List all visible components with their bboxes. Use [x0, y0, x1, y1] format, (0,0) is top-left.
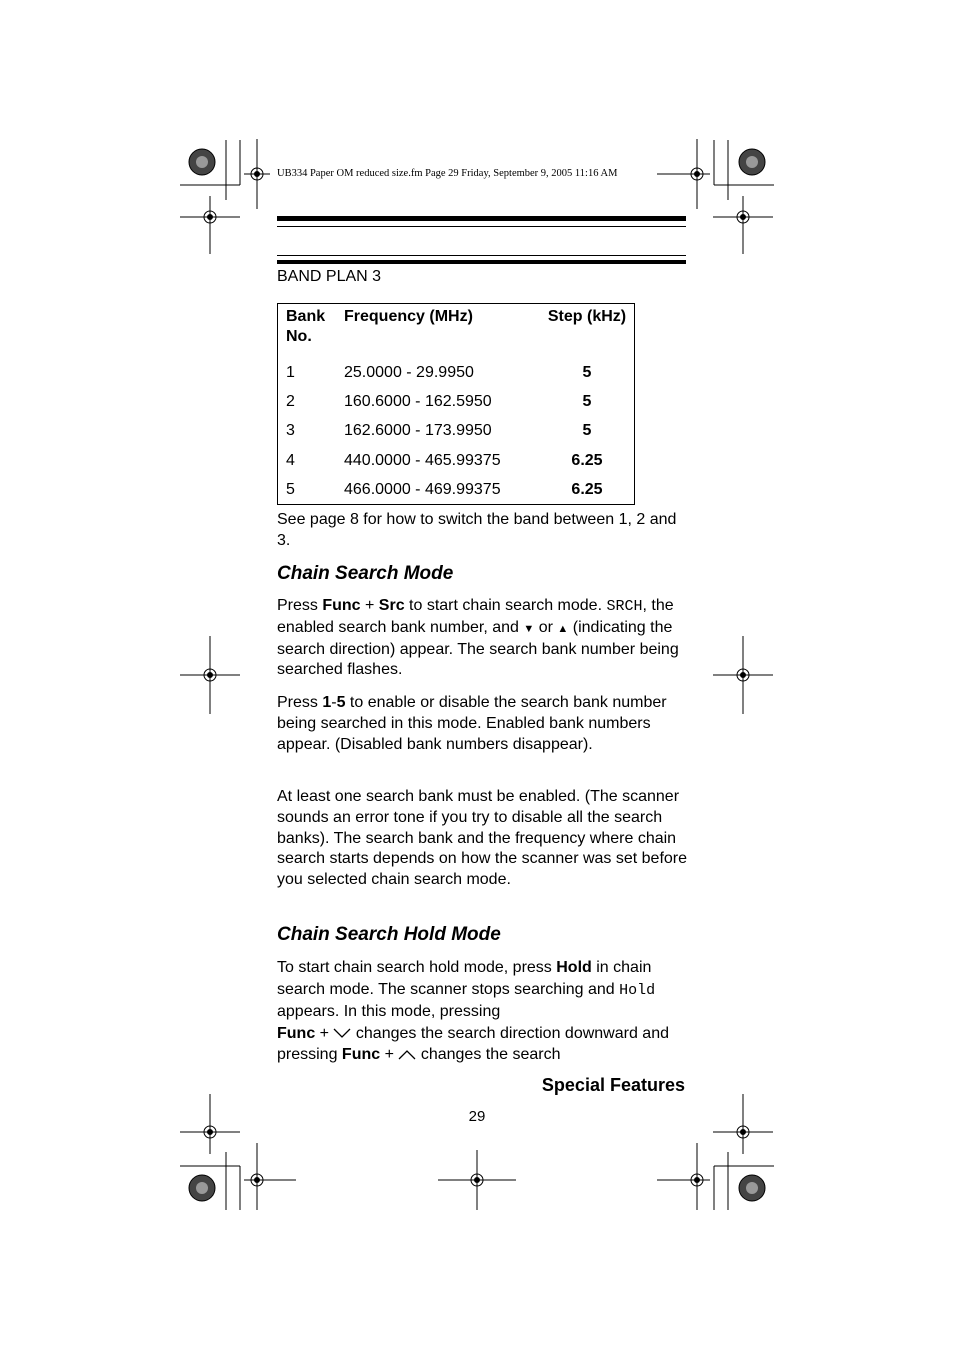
down-triangle-icon: ▼: [523, 622, 535, 635]
frequency-cell: 466.0000 - 469.99375: [344, 480, 501, 498]
starburst-icon: [189, 149, 215, 175]
bank-cell: 2: [286, 392, 295, 410]
crosshair-icon: [657, 139, 710, 209]
starburst-icon: [739, 149, 765, 175]
chain-hold-heading: Chain Search Hold Mode: [277, 924, 501, 945]
crosshair-icon: [438, 1150, 516, 1210]
chain-search-para-3: At least one search bank must be enabled. (The scanner sounds an error tone if you try to disable all the search banks). The search bank and the frequency where chain search starts depends on how the scanner was set before you selected chain search mode.: [277, 788, 688, 889]
step-cell: 6.25: [571, 480, 603, 498]
crosshair-icon: [244, 139, 270, 209]
table-row: [278, 446, 635, 475]
table-row: [278, 417, 635, 446]
bank-cell: 4: [286, 451, 295, 469]
crosshair-icon: [713, 636, 773, 714]
step-cell: 5: [582, 363, 592, 381]
frequency-cell: 160.6000 - 162.5950: [344, 392, 492, 410]
crosshair-icon: [244, 1143, 296, 1210]
bank-cell: 3: [286, 422, 295, 440]
chain-search-para-2: Press 1-5 to enable or disable the search bank number being searched in this mode. Enabled bank numbers appear. (Disabled bank numbers disappear).: [277, 694, 667, 753]
crosshair-icon: [180, 196, 240, 254]
section-rule-thin: [277, 255, 686, 256]
lcd-srch-text: SRCH: [606, 598, 643, 615]
bank-no-header: Bank No.: [286, 308, 326, 345]
header-rule-thin: [277, 226, 686, 227]
bank-cell: 5: [286, 480, 295, 498]
starburst-icon: [189, 1175, 215, 1201]
chevron-down-icon: [333, 1027, 351, 1039]
step-cell: 5: [582, 392, 592, 410]
chain-search-heading: Chain Search Mode: [277, 563, 454, 584]
page-number: 29: [468, 1108, 486, 1125]
frequency-header: Frequency (MHz): [344, 308, 473, 325]
step-cell: 6.25: [571, 451, 603, 469]
table-row: [278, 387, 635, 416]
chain-hold-para-1: To start chain search hold mode, press Hold in chain search mode. The scanner stops searching and Hold appears. In this mode, pressing Func + changes the search direction downward and pressing Func + changes the search: [277, 959, 669, 1063]
table-header-row: [278, 304, 635, 359]
bank-cell: 1: [286, 363, 295, 381]
crosshair-icon: [180, 636, 240, 714]
frequency-cell: 162.6000 - 173.9950: [344, 422, 492, 440]
section-footer-title: Special Features: [541, 1075, 685, 1095]
chevron-up-icon: [398, 1049, 416, 1061]
starburst-icon: [739, 1175, 765, 1201]
up-triangle-icon: ▲: [557, 622, 569, 635]
chain-search-para-1: Press Func + Src to start chain search mode. SRCH, the enabled search bank number, and ▼ or ▲ (indicating the search direction) appear. The search bank number being searched flashes.: [277, 597, 679, 679]
print-header: UB334 Paper OM reduced size.fm Page 29 Friday, September 9, 2005 11:16 AM: [277, 168, 618, 179]
header-rule-thick: [277, 216, 686, 221]
see-page-note: See page 8 for how to switch the band between 1, 2 and 3.: [277, 511, 677, 549]
band-plan-table: [277, 303, 635, 505]
band-plan-title: BAND PLAN 3: [277, 268, 382, 285]
frequency-cell: 25.0000 - 29.9950: [344, 363, 474, 381]
crosshair-icon: [713, 196, 773, 254]
table-row: [278, 475, 635, 505]
step-cell: 5: [582, 422, 592, 440]
step-header: Step (kHz): [547, 308, 627, 325]
lcd-hold-text: Hold: [619, 981, 656, 999]
frequency-cell: 440.0000 - 465.99375: [344, 451, 501, 469]
section-rule-thick: [277, 260, 686, 264]
crosshair-icon: [657, 1143, 710, 1210]
table-row: [278, 358, 635, 387]
